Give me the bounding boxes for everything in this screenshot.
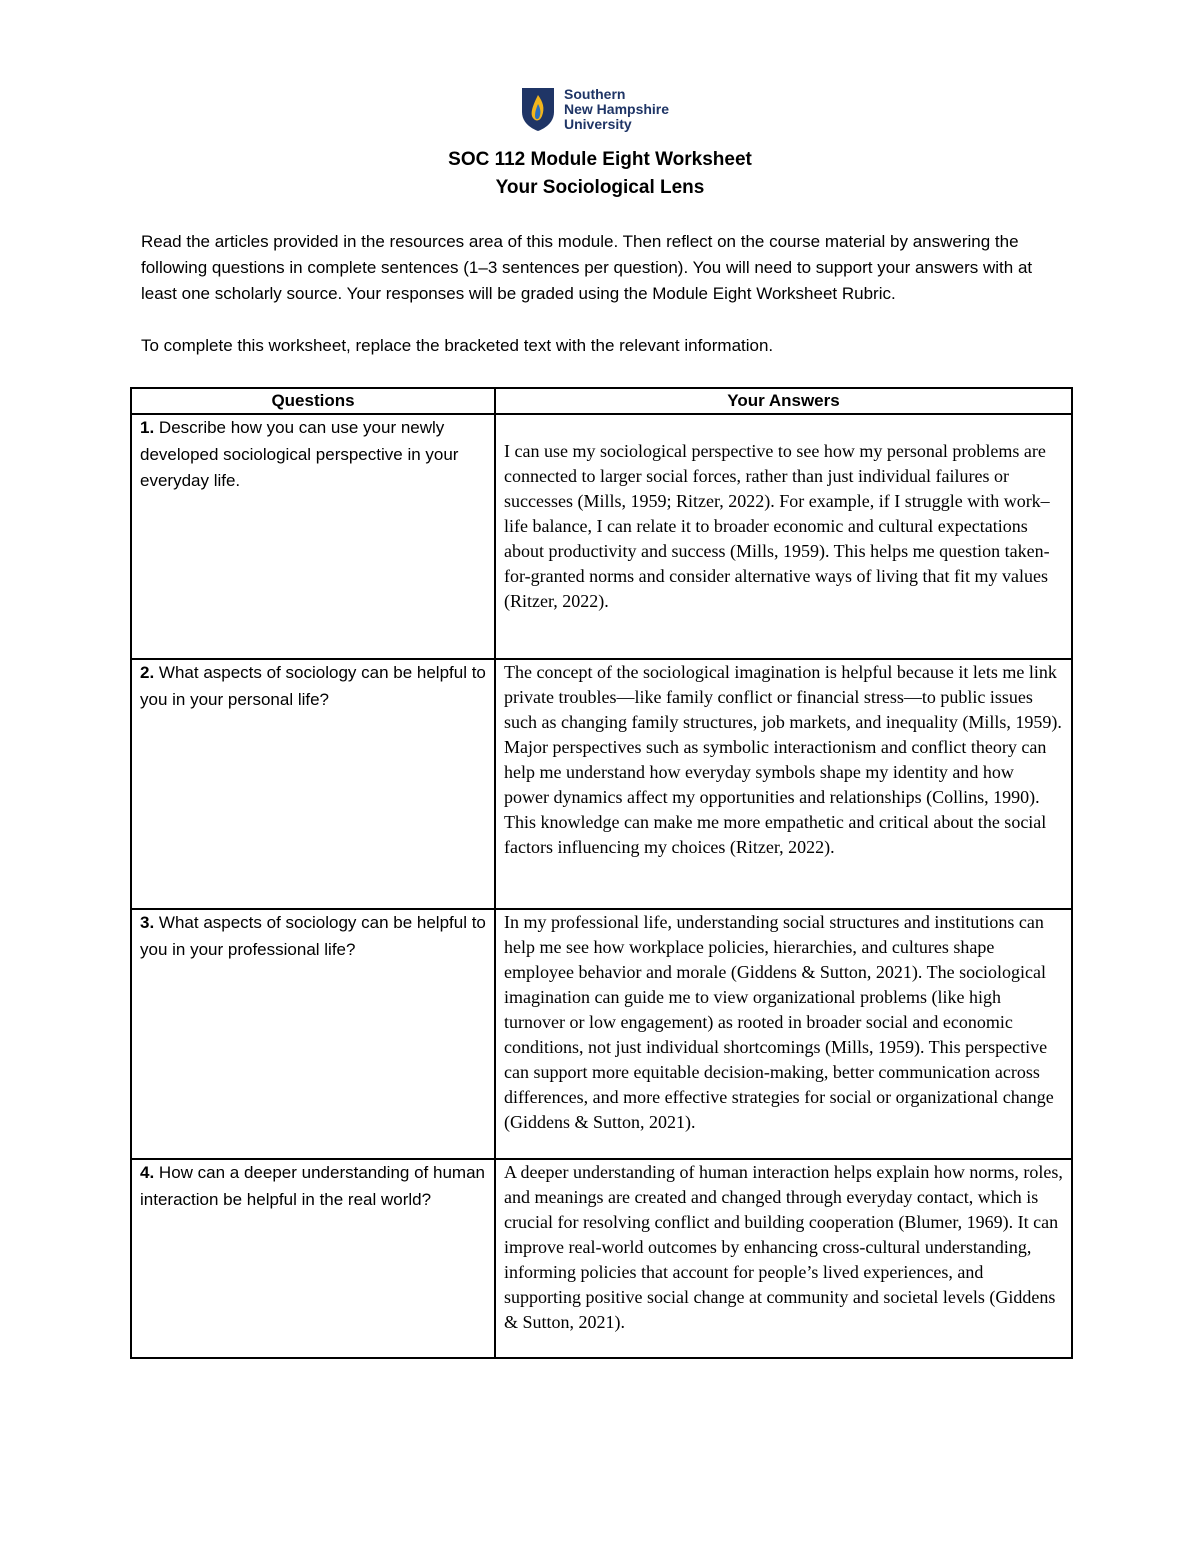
- instructions: [141, 229, 1071, 359]
- table-row: [131, 909, 1072, 1159]
- questions-header: Questions: [131, 388, 495, 414]
- university-name-line3: University: [564, 115, 632, 132]
- question-text: Describe how you can use your newly developed sociological perspective in your everyday life.: [140, 418, 459, 490]
- answer-cell[interactable]: A deeper understanding of human interaction helps explain how norms, roles, and meanings are created and changed through everyday contact, which is crucial for resolving conflict and building cooperation (Blumer, 1969). It can improve real-world outcomes by enhancing cross-cultural understanding, informing policies that account for people’s lived experiences, and supporting positive social change at community and societal levels (Giddens & Sutton, 2021).: [495, 1159, 1072, 1358]
- answer-cell[interactable]: In my professional life, understanding social structures and institutions can help me see how workplace policies, hierarchies, and cultures shape employee behavior and morale (Giddens & Sutton, 2021). The sociological imagination can guide me to view organizational problems (like high turnover or low engagement) as rooted in broader social and economic conditions, not just individual shortcomings (Mills, 1959). This perspective can support more equitable decision-making, better communication across differences, and more effective strategies for social or organizational change (Giddens & Sutton, 2021).: [495, 909, 1072, 1159]
- instructions-paragraph-1: Read the articles provided in the resources area of this module. Then reflect on the course material by answering the following questions in complete sentences (1–3 sentences per question). You will need to support your answers with at least one scholarly source. Your responses will be graded using the Module Eight Worksheet Rubric.: [141, 232, 1033, 303]
- instructions-paragraph-2: To complete this worksheet, replace the bracketed text with the relevant information.: [141, 336, 774, 355]
- question-number: 2.: [140, 663, 155, 682]
- table-header-row: [131, 388, 1072, 414]
- worksheet-title: [0, 146, 1200, 202]
- table-row: [131, 659, 1072, 909]
- university-name-line1: Southern: [564, 85, 626, 102]
- question-cell: [131, 1159, 495, 1358]
- question-cell: [131, 659, 495, 909]
- question-number: 3.: [140, 913, 155, 932]
- worksheet-table: [130, 387, 1073, 1359]
- question-number: 4.: [140, 1163, 155, 1182]
- question-cell: [131, 909, 495, 1159]
- question-text: How can a deeper understanding of human interaction be helpful in the real world?: [140, 1163, 485, 1209]
- question-cell: [131, 414, 495, 659]
- question-number: 1.: [140, 418, 155, 437]
- table-row: [131, 414, 1072, 659]
- answer-cell[interactable]: I can use my sociological perspective to see how my personal problems are connected to larger social forces, rather than just individual failures or successes (Mills, 1959; Ritzer, 2022). For example, if I struggle with work–life balance, I can relate it to broader economic and cultural expectations about productivity and success (Mills, 1959). This helps me question taken-for-granted norms and consider alternative ways of living that fit my values (Ritzer, 2022).: [495, 414, 1072, 659]
- title-line-2: Your Sociological Lens: [495, 177, 705, 198]
- title-line-1: SOC 112 Module Eight Worksheet: [448, 149, 752, 170]
- university-logo: [520, 84, 669, 134]
- answer-cell[interactable]: The concept of the sociological imagination is helpful because it lets me link private troubles—like family conflict or financial stress—to public issues such as changing family structures, job markets, and inequality (Mills, 1959). Major perspectives such as symbolic interactionism and conflict theory can help me understand how everyday symbols shape my identity and how power dynamics affect my opportunities and relationships (Collins, 1990). This knowledge can make me more empathetic and critical about the social factors influencing my choices (Ritzer, 2022).: [495, 659, 1072, 909]
- table-row: [131, 1159, 1072, 1358]
- university-name: [564, 87, 669, 132]
- question-text: What aspects of sociology can be helpful to you in your personal life?: [140, 663, 486, 709]
- answers-header: Your Answers: [495, 388, 1072, 414]
- question-text: What aspects of sociology can be helpful to you in your professional life?: [140, 913, 486, 959]
- flame-shield-icon: [520, 86, 556, 132]
- university-name-line2: New Hampshire: [564, 100, 670, 117]
